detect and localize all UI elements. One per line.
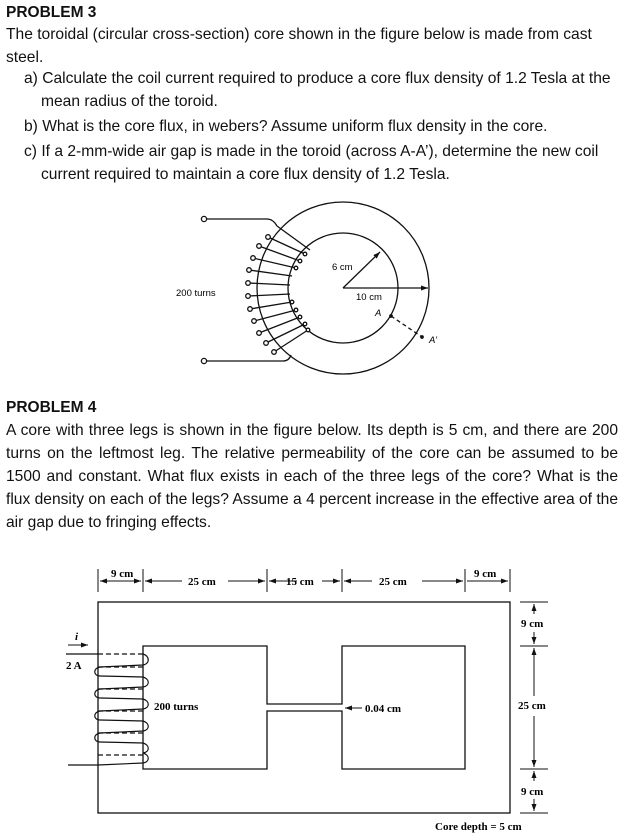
current-value: 2 A xyxy=(66,660,82,672)
dim-center-leg-width: 15 cm xyxy=(286,576,314,588)
three-leg-core-figure xyxy=(66,569,548,813)
dim-bottom-yoke-height: 9 cm xyxy=(521,786,544,798)
point-a-label: A xyxy=(375,308,382,319)
part-label: b) xyxy=(24,118,38,135)
dim-right-window-width: 25 cm xyxy=(379,576,407,588)
toroid-figure xyxy=(201,202,429,374)
problem3-intro: The toroidal (circular cross-section) core shown in the figure below is made from cast steel. xyxy=(6,26,592,66)
core-depth-label: Core depth = 5 cm xyxy=(435,821,522,833)
point-a-prime-label: A’ xyxy=(429,335,438,346)
part-label: c) xyxy=(24,143,37,160)
core-coil-windings xyxy=(95,654,149,765)
inner-radius-label: 6 cm xyxy=(332,262,353,273)
problem4-body: A core with three legs is shown in the figure below. Its depth is 5 cm, and there are 200 turns on the leftmost leg. The relative permeability of the core can be assumed to be 1500 and constant. What flux exists in each of the three legs of the core? What is the flux density on each of the legs? Assume a 4 percent increase in the effective area of the air gap due to fringing effects. xyxy=(6,422,618,531)
problem4-title: PROBLEM 4 xyxy=(6,399,97,416)
dim-left-leg-width: 9 cm xyxy=(111,568,134,580)
part-text: If a 2-mm-wide air gap is made in the toroid (across A-A’), determine the new coil current required to maintain a core flux density of 1.2 Tesla. xyxy=(41,143,599,183)
terminal-top-icon xyxy=(201,216,206,221)
dim-left-window-width: 25 cm xyxy=(188,576,216,588)
air-gap-label: 0.04 cm xyxy=(365,703,402,715)
lead-top xyxy=(207,219,277,226)
dim-top-yoke-height: 9 cm xyxy=(521,618,544,630)
outer-radius-label: 10 cm xyxy=(356,292,382,303)
problem3-title: PROBLEM 3 xyxy=(6,4,97,21)
part-text: Calculate the coil current required to produce a core flux density of 1.2 Tesla at the mean radius of the toroid. xyxy=(41,70,611,110)
gap-cut-line xyxy=(391,316,422,337)
core-turns-label: 200 turns xyxy=(154,701,199,713)
lead-bottom xyxy=(207,355,291,361)
terminal-bottom-icon xyxy=(201,358,206,363)
toroid-turns-label: 200 turns xyxy=(176,288,216,299)
dim-right-leg-width: 9 cm xyxy=(474,568,497,580)
dim-window-height: 25 cm xyxy=(518,700,546,712)
part-text: What is the core flux, in webers? Assume uniform flux density in the core. xyxy=(42,118,548,135)
current-symbol: i xyxy=(75,631,79,643)
part-label: a) xyxy=(24,70,38,87)
